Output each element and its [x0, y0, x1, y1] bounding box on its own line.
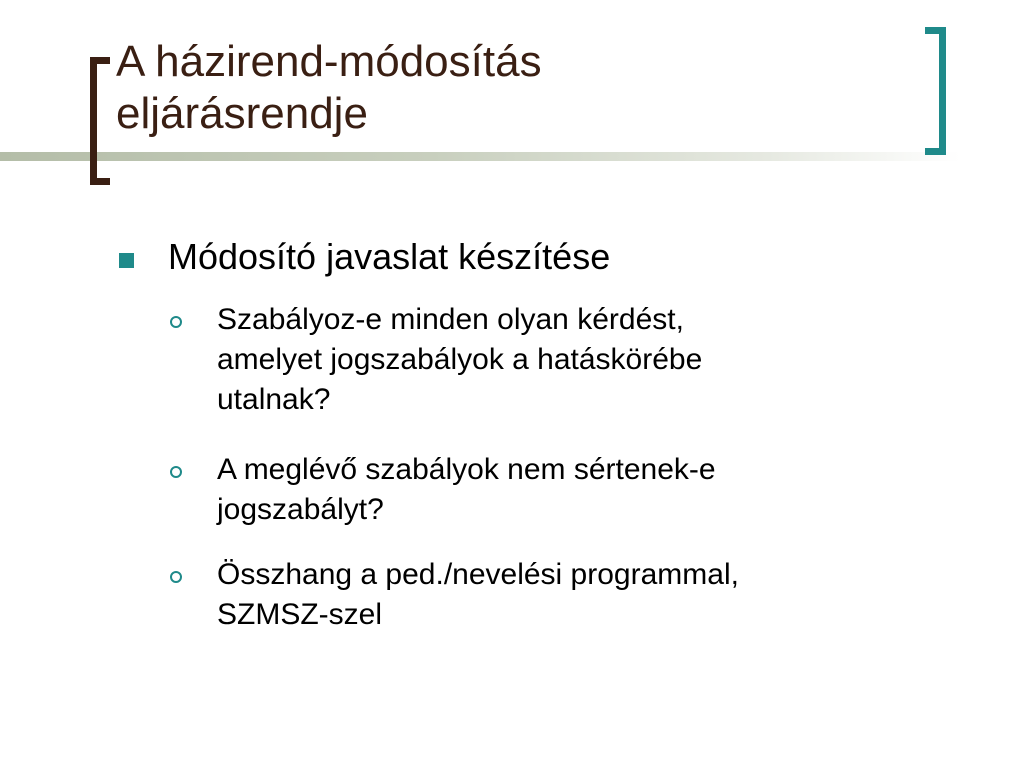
title-divider-line	[0, 152, 960, 161]
left-bracket-decoration	[90, 57, 110, 185]
right-bracket-decoration	[925, 27, 946, 155]
sub-bullet-line: A meglévő szabályok nem sértenek-e	[217, 453, 716, 486]
slide-title	[116, 36, 906, 140]
sub-bullet-line: amelyet jogszabályok a hatáskörébe	[217, 343, 703, 376]
square-bullet-icon	[119, 253, 134, 268]
sub-bullet-line: Összhang a ped./nevelési programmal,	[217, 558, 739, 591]
sub-bullet	[217, 300, 947, 420]
circle-bullet-icon	[170, 571, 182, 583]
bullet-level-1: Módosító javaslat készítése	[168, 236, 611, 277]
circle-bullet-icon	[170, 466, 182, 478]
sub-bullet-line: Szabályoz-e minden olyan kérdést,	[217, 303, 684, 336]
circle-bullet-icon	[170, 316, 182, 328]
sub-bullet-line: jogszabályt?	[217, 493, 384, 526]
slide-title-line: eljárásrendje	[116, 89, 368, 138]
sub-bullet	[217, 555, 947, 635]
sub-bullet	[217, 450, 947, 530]
slide-title-line: A házirend-módosítás	[116, 37, 542, 86]
sub-bullet-line: SZMSZ-szel	[217, 598, 382, 631]
sub-bullet-line: utalnak?	[217, 383, 331, 416]
